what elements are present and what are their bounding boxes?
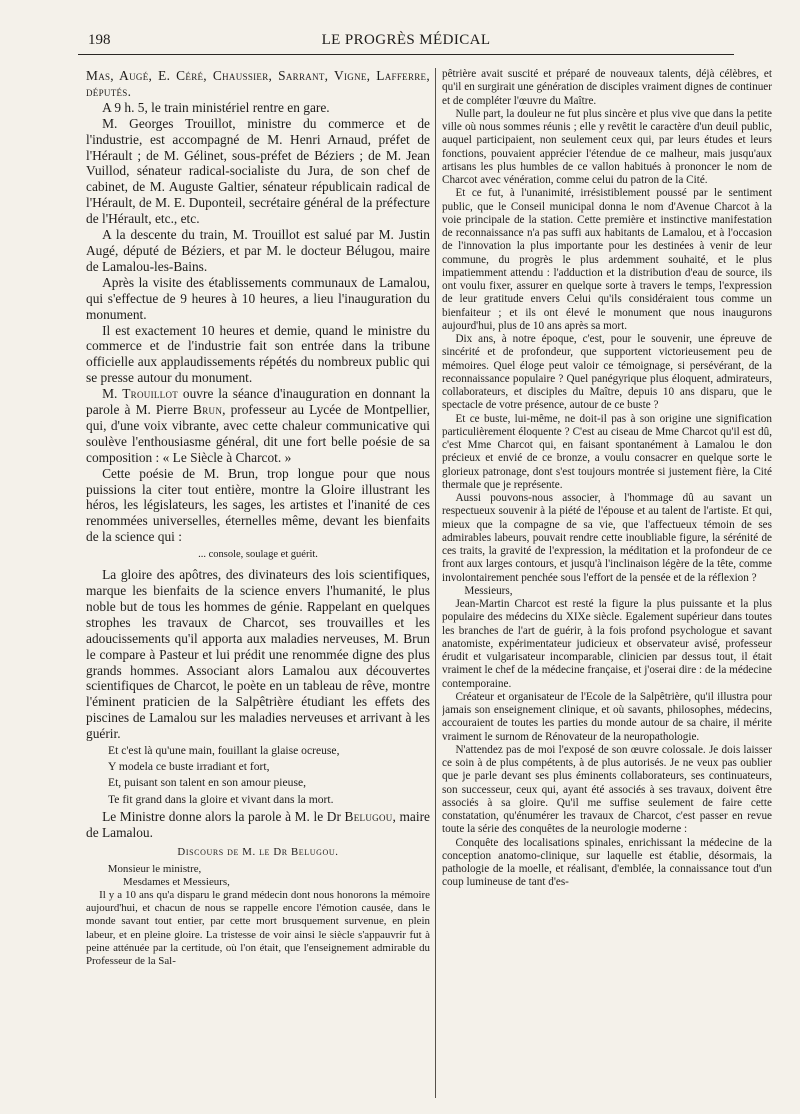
paragraph: Aussi pouvons-nous associer, à l'hommage dû au savant un respectueux souvenir à la piété de l'épouse et au talent de l'artiste. Et qui, mieux que la compagne de sa vie, que l'affectueux témoin de ses admirables labeurs, pouvait rendre cette inoubliable figure, la sérénité de ces traits, la gravité de l'expression, la méditation et la profondeur de ce front aux larges contours, et jusqu'à l'inclinaison légère de la tête, comme involontairement penchée sous l'effort de la pensée et de la réflexion ? <box>442 492 772 584</box>
section-heading: Discours de M. le Dr Belugou. <box>177 845 339 858</box>
right-column <box>442 68 772 1108</box>
running-title: LE PROGRÈS MÉDICAL <box>321 32 491 48</box>
salutation: Messieurs, <box>464 584 513 597</box>
salutation: Mesdames et Messieurs, <box>123 875 230 888</box>
paragraph: Nulle part, la douleur ne fut plus sincère et plus vive que dans la petite ville où nous sommes réunis ; elle y revêtit le caractère d'un deuil public, auquel participaient, non seulement ceux qui, par leurs études et leurs fonctions, pouvaient apprécier l'étendue de ce malheur, mais jusqu'aux artisans les plus humbles de ce vallon habitués à prononcer le nom de Charcot avec vénération, comme celui du patron de la Cité. <box>442 107 772 186</box>
poem-quote: ... console, soulage et guérit. <box>198 549 318 561</box>
paragraph: A la descente du train, M. Trouillot est salué par M. Justin Augé, député de Béziers, et par M. le docteur Bélugou, maire de Lamalou-les-Bains. <box>86 227 430 274</box>
salutation: Monsieur le ministre, <box>107 862 202 875</box>
paragraph: Le Ministre donne alors la parole à M. le Dr Belugou, maire de Lamalou. <box>86 808 430 840</box>
paragraph: Il y a 10 ans qu'a disparu le grand médecin dont nous honorons la mémoire aujourd'hui, et chacun de nous se rappelle encore l'émotion causée, dans le monde savant tout entier, par cette mort brusquement survenue, en plein labeur, et en pleine gloire. La tristesse de voir ainsi le siècle s'appauvrir fut à peine atténuée par la certitude, où l'on était, que l'enseignement admirable du Professeur de la Sal- <box>86 889 430 968</box>
verse-line: Et c'est là qu'une main, fouillant la glaise ocreuse, <box>108 744 340 758</box>
paragraph: A 9 h. 5, le train ministériel rentre en gare. <box>102 99 330 115</box>
verse-line: Y modela ce buste irradiant et fort, <box>108 760 270 774</box>
paragraph: M. Georges Trouillot, ministre du commerce et de l'industrie, est accompagné de M. Henri Arnaud, préfet de l'Hérault ; de M. Gélinet, sous-préfet de Béziers ; de M. Jean Vuillod, sénateur radical-socialiste du Jura, de son chef de cabinet, de M. Auguste Galtier, sénateur républicain radical de l'Hérault, de M. E. Duponteil, secrétaire général de la préfecture de l'Hérault, etc., etc. <box>86 115 430 227</box>
paragraph: Conquête des localisations spinales, enrichissant la médecine de la conception anatomo-clinique, sur laquelle est établie, désormais, la pathologie de la moelle, et réalisant, d'emblée, la connaissance tout d'un coup lumineuse de tant d'es- <box>442 836 772 889</box>
page-header <box>78 28 734 55</box>
paragraph: N'attendez pas de moi l'exposé de son œuvre colossale. Je dois laisser ce soin à de plus compétents, à de plus autorisés. Je ne veux pas oublier que je parle devant ses plus éminents collaborateurs, ses continuateurs, son successeur, ceux qui, ayant été associés à ses travaux, doivent être associés à sa gloire. Qu'il me suffise seulement de faire cette constatation, qu'énumérer les travaux de Charcot, c'est passer en revue toute la série des conquêtes de la neurologie moderne : <box>442 743 772 836</box>
paragraph: M. Trouillot ouvre la séance d'inauguration en donnant la parole à M. Pierre Brun, professeur au Lycée de Montpellier, qui, d'une voix vibrante, avec cette chaleur communicative qui soulève l'enthousiasme général, dit une fort belle poésie de sa composition : « Le Siècle à Charcot. » <box>86 386 430 465</box>
verse-block <box>86 744 430 807</box>
verse-line: Te fit grand dans la gloire et vivant dans la mort. <box>108 792 334 806</box>
paragraph: Mas, Augé, E. Céré, Chaussier, Sarrant, Vigne, Lafferre, députés. <box>86 68 430 99</box>
paragraph: La gloire des apôtres, des divinateurs des lois scientifiques, marque les bienfaits de la science envers l'humanité, le plus noble but de tous les hommes de génie. Rappelant en quelques strophes les travaux de Charcot, ses trouvailles et les adoucissements qu'il apporta aux maladies nerveuses, M. Brun le compare à Pasteur et lui prédit une renommée digne des plus grands hommes. Associant alors Lamalou aux découvertes scientifiques de Charcot, le poète en un tableau de rêve, montre l'éminent praticien de la Salpêtrière étudiant les effets des piscines de Lamalou sur les maladies nerveuses et arrivant à les guérir. <box>86 567 430 742</box>
paragraph: Après la visite des établissements communaux de Lamalou, qui s'effectue de 9 heures à 10 heures, a lieu l'inauguration du monument. <box>86 274 430 322</box>
person-name: Brun <box>193 402 223 418</box>
paragraph: Et ce fut, à l'unanimité, irrésistiblement poussé par le sentiment public, que le Conseil municipal donna le nom d'Avenue Charcot à la voie principale de la station. Cette première et instinctive manifestation de reconnaissance n'a pas suffi aux habitants de Lamalou, et à l'occasion de l'innovation la plus importante pour les destinées à venir de leur commune, du progrès le plus ardemment souhaité, et le plus impatiemment attendu : l'adduction et la distribution d'eau de source, ils ont voulu fixer, assurer en quelque sorte à travers le temps, l'expression de leur gratitude envers Celui qu'ils considéraient tous comme un bienfaiteur ; et ils ont élevé le monument que nous inaugurons aujourd'hui, plus de 10 ans après sa mort. <box>442 187 772 332</box>
person-name: Belugou <box>344 808 393 824</box>
page-number: 198 <box>88 32 111 48</box>
paragraph: Et ce buste, lui-même, ne doit-il pas à son origine une signification particulièrement éloquente ? C'est au ciseau de Mme Charcot qu'il est dû, c'est Mme Charcot qui, en faisant spontanément à Lamalou le don précieux et envié de ce bronze, a voulu consacrer en quelque sorte le glorieux patronage, dont s'est toujours montrée si justement fière, la Cité thermale que je représente. <box>442 412 772 491</box>
paragraph: Créateur et organisateur de l'Ecole de la Salpêtrière, qu'il illustra pour jamais son enseignement clinique, et où savants, philosophes, médecins, accouraient de toutes les parties du monde autour de sa chaire, il mérite vraiment le surnom de Rénovateur de la neuropathologie. <box>442 690 772 743</box>
left-column <box>86 68 430 1108</box>
paragraph: Jean-Martin Charcot est resté la figure la plus puissante et la plus populaire des médecins du XIXe siècle. Egalement supérieur dans toutes les branches de l'art de guérir, à la fois profond psychologue et savant anatomiste, expérimentateur judicieux et observateur avisé, professeur érudit et vulgarisateur incomparable, clinicien par dessus tout, il était vraiment le chef de la médecine française, et j'oserai dire : de la médecine contemporaine. <box>442 598 772 690</box>
person-name: Trouillot <box>122 386 179 402</box>
paragraph: Cette poésie de M. Brun, trop longue pour que nous puissions la citer tout entière, montre la Gloire illustrant les héros, les législateurs, les sages, les artistes et l'inanité de ces renommées universelles, éternelles même, devant les bienfaits de la science qui : <box>86 465 430 545</box>
paragraph: pêtrière avait suscité et préparé de nouveaux talents, déjà célèbres, et qu'il en surgirait une génération de disciples vraiment dignes de continuer et de compléter l'œuvre du Maître. <box>442 68 772 107</box>
paragraph: Il est exactement 10 heures et demie, quand le ministre du commerce et de l'industrie fait son entrée dans la tribune officielle aux applaudissements répétés du nombreux public qui se presse autour du monument. <box>86 322 430 386</box>
verse-line: Et, puisant son talent en son amour pieuse, <box>108 776 307 790</box>
paragraph: Dix ans, à notre époque, c'est, pour le souvenir, une épreuve de sincérité et de profondeur, que supportent victorieusement peu de mémoires. Quel éloge peut valoir ce témoignage, si persévérant, de la reconnaissance populaire ? Quel panégyrique plus éloquent, admirateurs, collaborateurs, et disciples du Maître, depuis 10 ans disparu, que le spectacle de votre présence, autour de ce buste ? <box>442 333 772 412</box>
column-divider <box>435 68 436 1098</box>
